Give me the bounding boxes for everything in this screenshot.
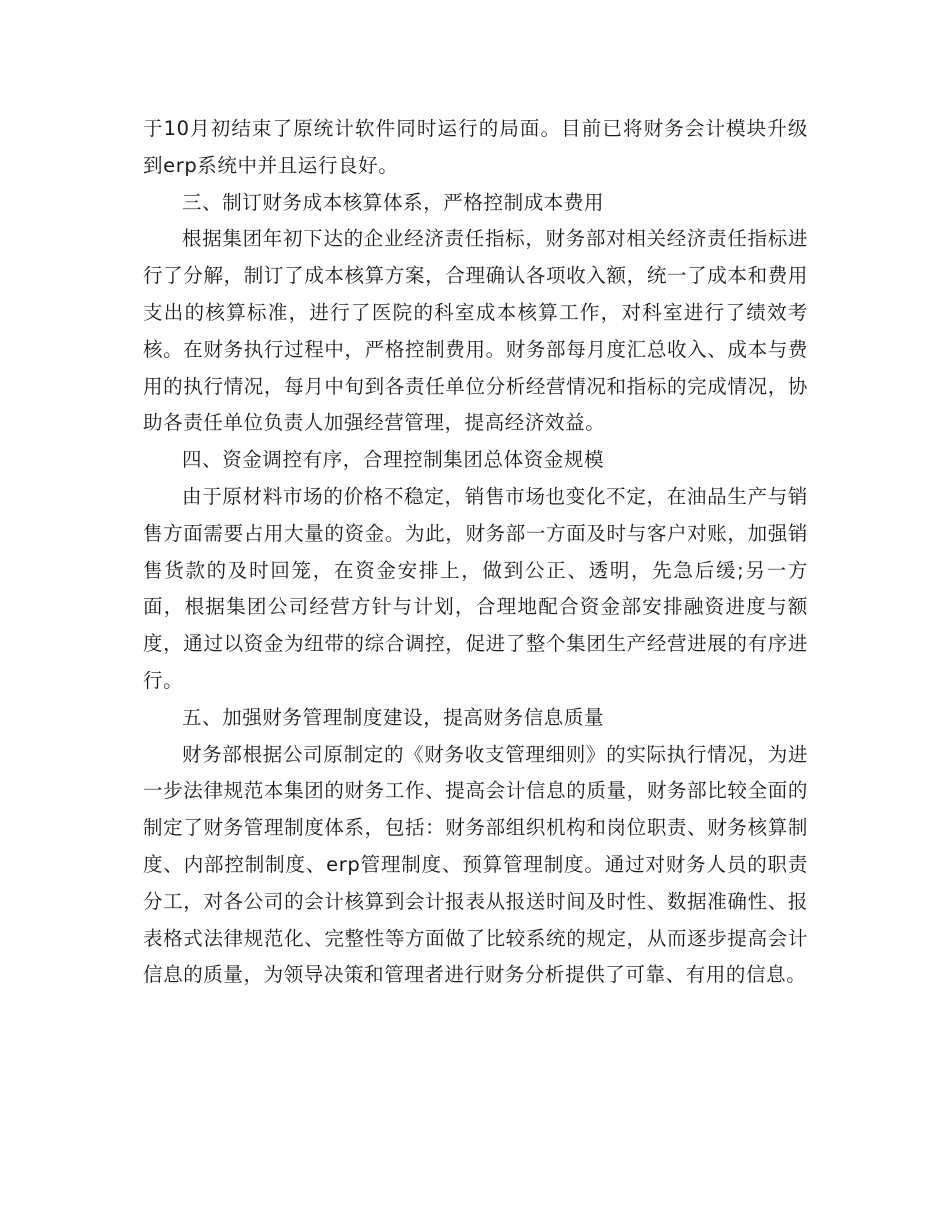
section-heading-4: 四、资金调控有序，合理控制集团总体资金规模 [182,448,605,472]
paragraph-fund-control: 由于原材料市场的价格不稳定，销售市场也变化不定，在油品生产与销售方面需要占用大量的资金。为此，财务部一方面及时与客户对账，加强销售货款的及时回笼，在资金安排上，做到公正、透明，先急后缓;另一方面，根据集团公司经营方针与计划，合理地配合资金部安排融资进度与额度，通过以资金为纽带的综合调控，促进了整个集团生产经营进展的有序进行。 [143,484,808,692]
section-heading-3: 三、制订财务成本核算体系，严格控制成本费用 [182,190,605,214]
paragraph-cost-accounting: 根据集团年初下达的企业经济责任指标，财务部对相关经济责任指标进行了分解，制订了成本核算方案，合理确认各项收入额，统一了成本和费用支出的核算标准，进行了医院的科室成本核算工作，对科室进行了绩效考核。在财务执行过程中，严格控制费用。财务部每月度汇总收入、成本与费用的执行情况，每月中旬到各责任单位分析经营情况和指标的完成情况，协助各责任单位负责人加强经营管理，提高经济效益。 [143,227,808,435]
paragraph-continued: 于10月初结束了原统计软件同时运行的局面。目前已将财务会计模块升级到erp系统中并且运行良好。 [143,117,808,177]
section-heading-5: 五、加强财务管理制度建设，提高财务信息质量 [182,705,605,729]
document-body [143,111,808,994]
paragraph-management-system: 财务部根据公司原制定的《财务收支管理细则》的实际执行情况，为进一步法律规范本集团的财务工作、提高会计信息的质量，财务部比较全面的制定了财务管理制度体系，包括：财务部组织机构和岗位职责、财务核算制度、内部控制制度、erp管理制度、预算管理制度。通过对财务人员的职责分工，对各公司的会计核算到会计报表从报送时间及时性、数据准确性、报表格式法律规范化、完整性等方面做了比较系统的规定，从而逐步提高会计信息的质量，为领导决策和管理者进行财务分析提供了可靠、有用的信息。 [143,742,808,987]
